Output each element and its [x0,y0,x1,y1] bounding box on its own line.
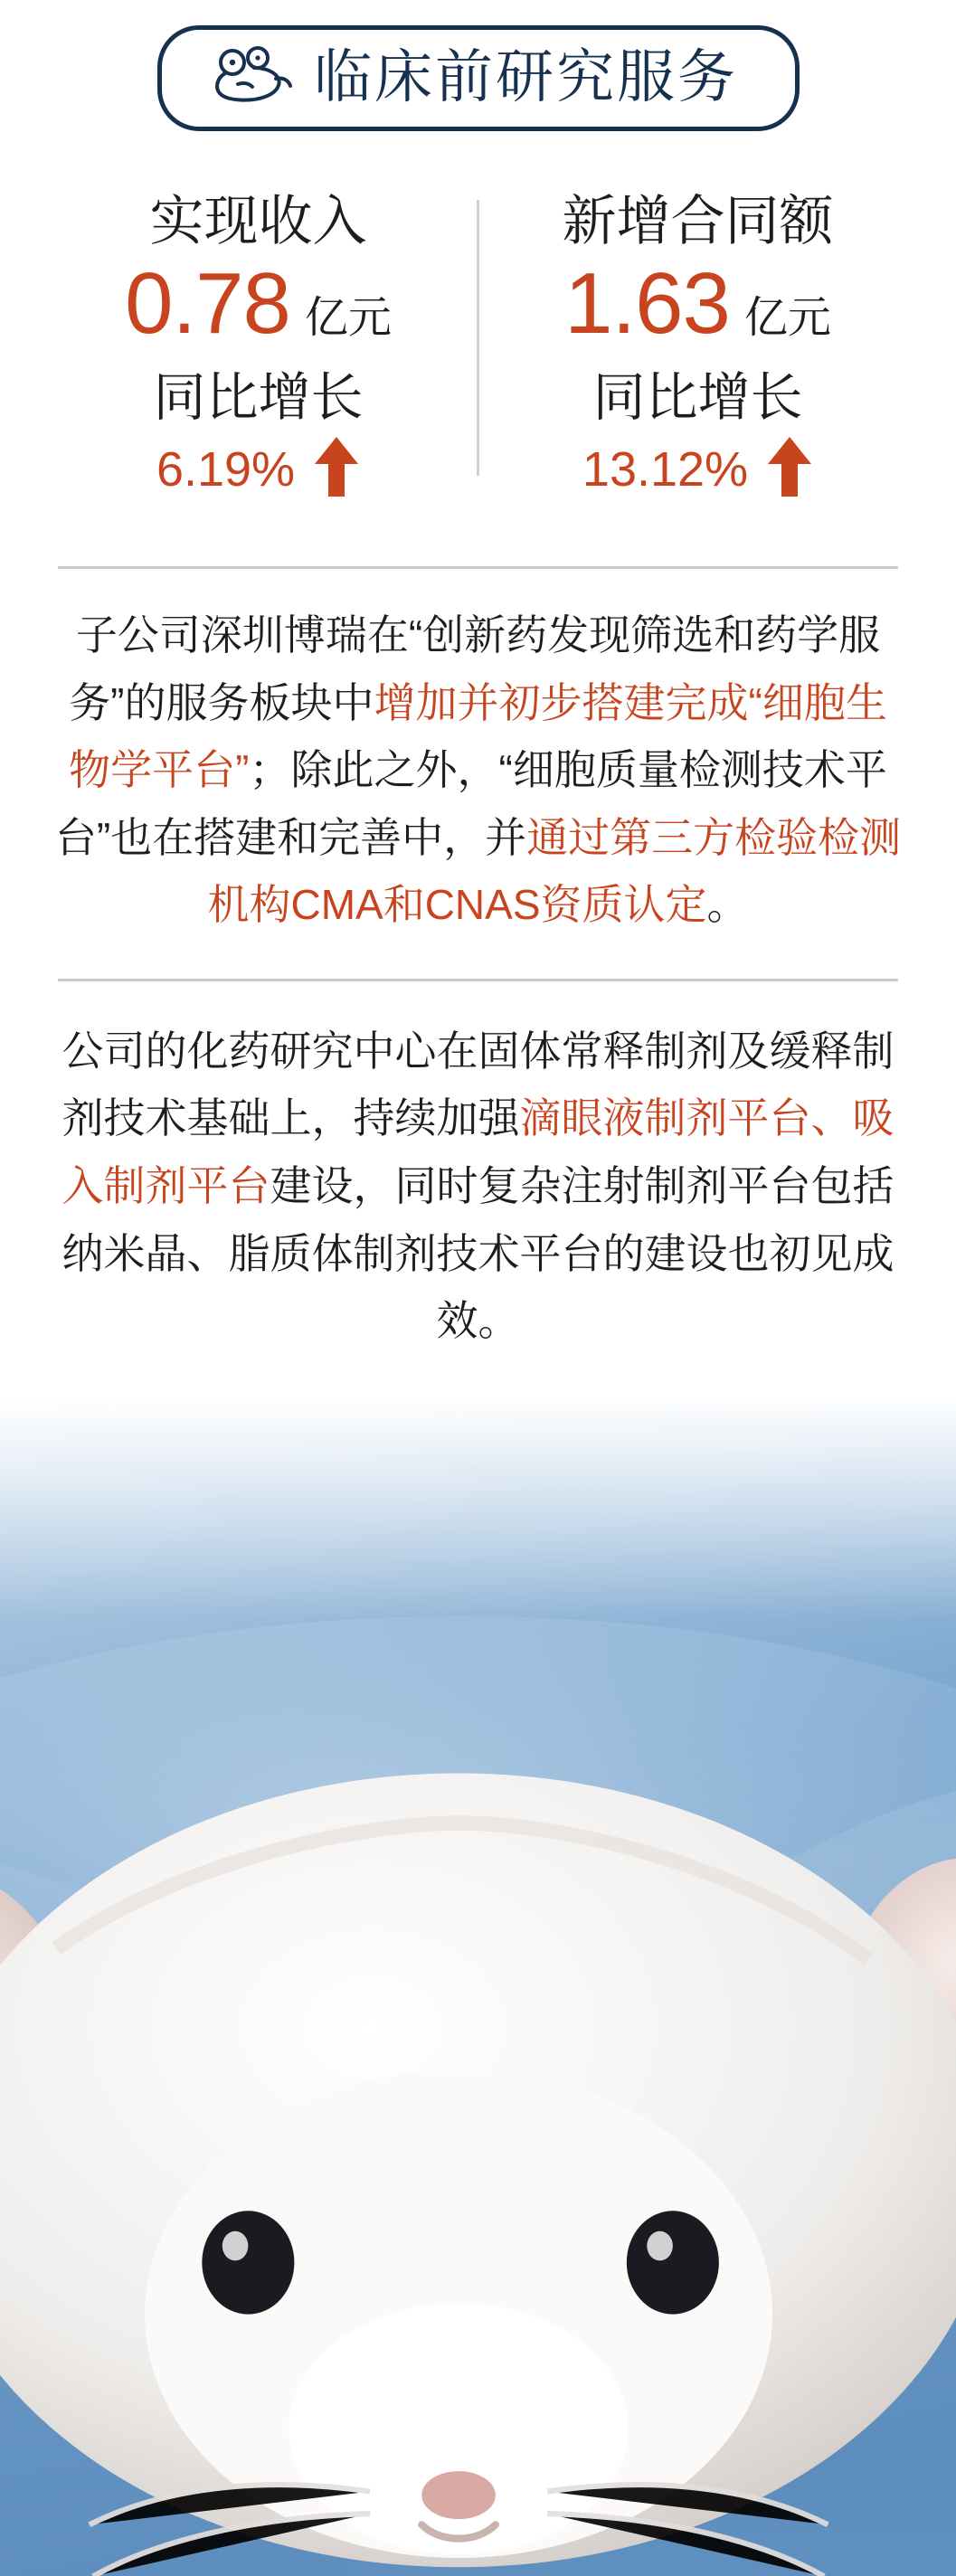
lab-mouse-illustration [0,1395,956,2576]
kpi-value: 1.63 [564,255,730,352]
paragraph-chemical-research-center [0,981,956,1395]
kpi-growth-value: 13.12% [582,441,749,497]
text-segment: 。 [706,881,749,929]
text-segment: 子公司深圳博瑞在“创新药发现筛选和药学服务”的服务板块中 [69,611,881,726]
arrow-up-icon [313,437,360,501]
kpi-revenue [49,187,468,501]
text-segment-highlight: 通过第三方检验检测机构CMA和CNAS资质认定 [207,813,902,929]
kpi-growth-label: 同比增长 [153,368,364,427]
text-segment-highlight: 增加并初步搭建完成“细胞生物学平台” [69,678,887,794]
text-segment: 建设，同时复杂注射制剂平台包括纳米晶、脂质体制剂技术平台的建设也初见成效。 [62,1162,894,1345]
kpi-growth-row [582,437,813,501]
kpi-new-contracts [488,187,907,501]
kpi-growth-label: 同比增长 [592,368,803,427]
text-segment-highlight: 滴眼液制剂平台、吸入制剂平台 [62,1094,894,1209]
text-segment: 公司的化药研究中心在固体常释制剂及缓释制剂技术基础上，持续加强 [62,1027,894,1142]
kpi-growth-value: 6.19% [156,441,296,497]
kpi-label: 实现收入 [149,191,367,251]
arrow-up-icon [766,437,813,501]
kpi-divider [477,200,479,476]
lab-mouse-photo [0,1395,956,2576]
kpi-group [0,187,956,501]
header [0,0,956,131]
mouse-icon [211,43,294,110]
section-title-pill [157,25,800,131]
paragraph-preclinical-platform [0,569,956,939]
section-title: 临床前研究服务 [314,43,738,109]
kpi-unit: 亿元 [304,294,392,342]
kpi-value-row [125,255,392,352]
kpi-value-row [564,255,831,352]
kpi-unit: 亿元 [743,294,831,342]
kpi-label: 新增合同额 [562,191,834,251]
kpi-growth-row [156,437,360,501]
kpi-value: 0.78 [125,255,290,352]
text-segment: ；除此之外，“细胞质量检测技术平台”也在搭建和完善中，并 [54,746,887,861]
